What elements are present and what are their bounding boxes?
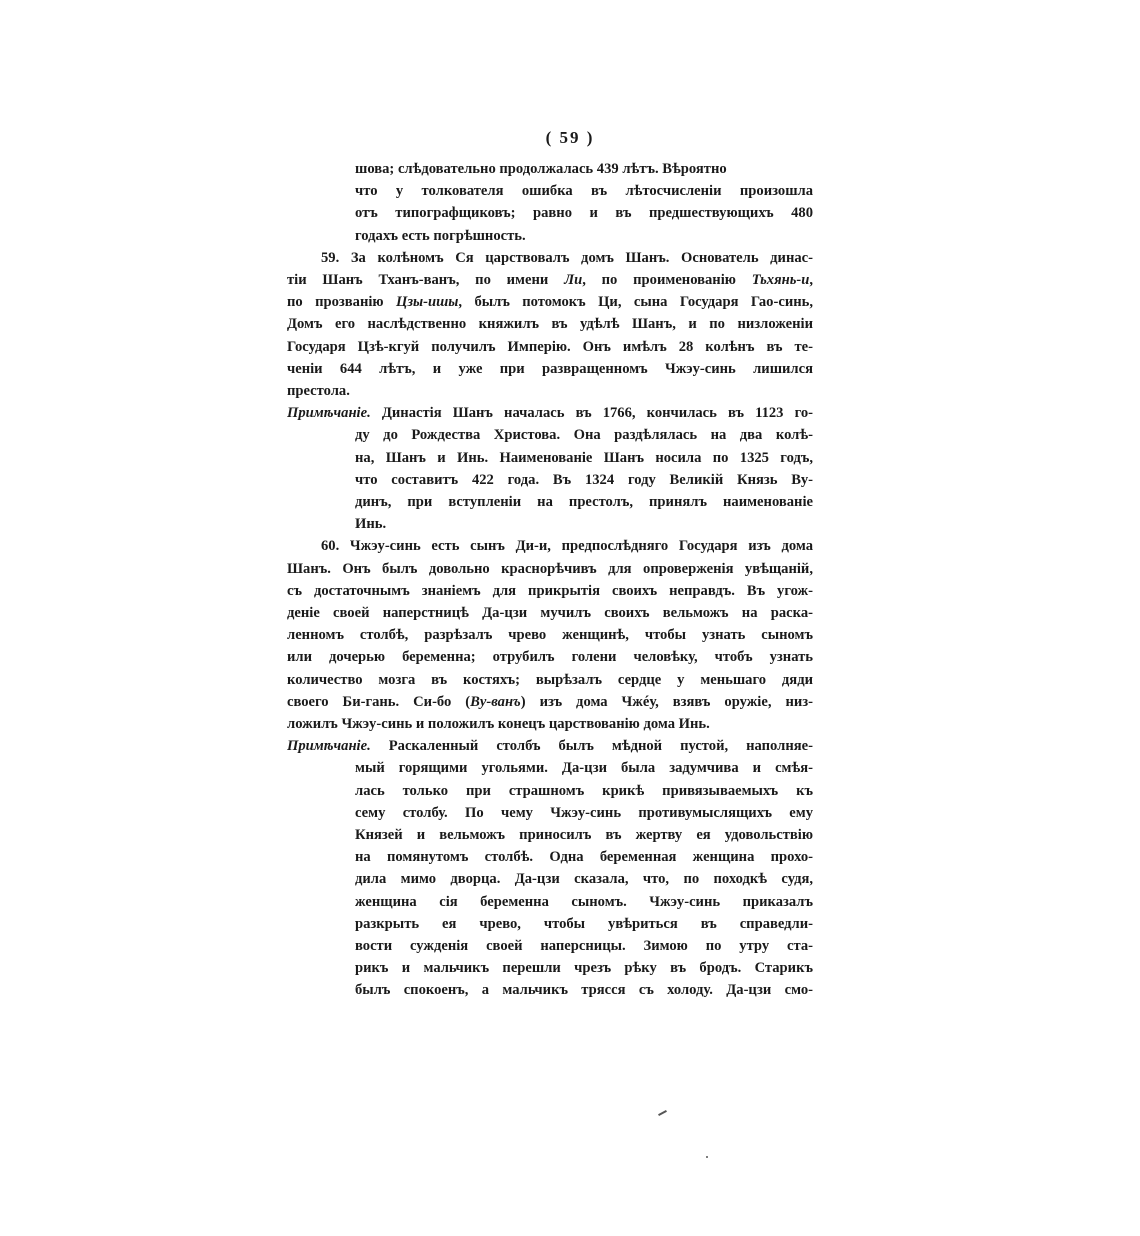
text-line (287, 671, 813, 689)
text-line (321, 249, 813, 267)
ink-dot (706, 1156, 708, 1158)
text-fragment: женщина сія беременна сыномъ. Чжэу-синь приказалъ (355, 893, 813, 910)
ink-mark (658, 1110, 667, 1116)
text-fragment: мый горящими угольями. Да-цзи была задумчива и смѣя- (355, 760, 813, 777)
text-line (287, 737, 813, 755)
text-fragment: Шанъ. Онъ былъ довольно краснорѣчивъ для опроверженія увѣщаній, (287, 560, 813, 577)
text-fragment: ) изъ дома Чжéу, взявъ оружіе, низ- (520, 693, 813, 710)
text-line (287, 338, 813, 356)
text-fragment: , по проименованію (582, 272, 752, 288)
text-fragment: Тьхянь-и (751, 272, 810, 288)
text-fragment: , былъ потомокъ Ци, сына Государя Гао-синь, (458, 294, 813, 311)
text-line (355, 426, 813, 444)
text-fragment: Династія Шанъ началась въ 1766, кончилась въ 1123 го- (370, 405, 813, 422)
text-line (355, 804, 813, 822)
text-line (287, 648, 813, 666)
text-fragment: Раскаленный столбъ былъ мѣдной пустой, наполняе- (370, 738, 813, 755)
text-fragment: вости сужденія своей наперсницы. Зимою по утру ста- (355, 938, 813, 954)
text-line (355, 959, 813, 977)
text-fragment: Ву-ванъ (470, 693, 521, 710)
text-line (287, 404, 813, 422)
text-line (355, 160, 813, 178)
text-fragment: своего Би-гань. Си-бо ( (287, 693, 471, 710)
text-line (287, 360, 813, 378)
text-fragment: , (809, 272, 813, 288)
text-fragment: рикъ и мальчикъ перешли чрезъ рѣку въ бродъ. Старикъ (355, 960, 813, 977)
text-fragment: на помянутомъ столбѣ. Одна беременная женщина прохо- (355, 849, 813, 866)
text-line (287, 715, 813, 733)
text-fragment: шова; слѣдовательно продолжалась 439 лѣтъ. Вѣроятно (355, 161, 727, 177)
text-line (355, 915, 813, 933)
text-fragment: годахъ есть погрѣшность. (355, 227, 526, 244)
text-line (287, 382, 813, 400)
text-fragment: 60. Чжэу-синь есть сынъ Ди-и, предпослѣдняго Государя изъ дома (321, 538, 813, 555)
text-line (355, 449, 813, 467)
text-fragment: съ достаточнымъ знаніемъ для прикрытія своихъ неправдъ. Въ угож- (287, 582, 813, 599)
text-line (287, 626, 813, 644)
text-fragment: ложилъ Чжэу-синь и положилъ конецъ царствованію дома Инь. (287, 716, 710, 732)
text-line (355, 826, 813, 844)
text-line (287, 293, 813, 311)
text-fragment: или дочерью беременна; отрубилъ голени человѣку, чтобъ узнать (287, 649, 813, 666)
text-line (355, 759, 813, 777)
text-line (355, 182, 813, 200)
text-fragment: по прозванію (287, 294, 396, 311)
note-label: Примѣчаніе. (287, 738, 371, 755)
text-fragment: что составитъ 422 года. Въ 1324 году Великій Князь Ву- (355, 471, 813, 488)
text-line (355, 848, 813, 866)
text-line (355, 937, 813, 955)
text-fragment: что у толкователя ошибка въ лѣтосчисленіи произошла (355, 183, 813, 200)
text-fragment: деніе своей наперстницѣ Да-цзи мучилъ своихъ вельможъ на раска- (287, 605, 813, 621)
text-line (287, 582, 813, 600)
text-line (355, 227, 813, 245)
text-fragment: дила мимо дворца. Да-цзи сказала, что, по походкѣ судя, (355, 871, 813, 888)
text-line (287, 693, 813, 711)
text-line (355, 893, 813, 911)
text-fragment: ленномъ столбѣ, разрѣзалъ чрево женщинѣ, чтобы узнать сыномъ (287, 627, 813, 644)
text-line (287, 560, 813, 578)
text-fragment: Домъ его наслѣдственно княжилъ въ удѣлѣ Шанъ, и по низложеніи (287, 316, 813, 333)
text-line (355, 782, 813, 800)
text-line (355, 471, 813, 489)
text-line (355, 981, 813, 999)
text-fragment: тіи Шанъ Тханъ-ванъ, по имени (287, 272, 565, 288)
text-fragment: 59. За колѣномъ Ся царствовалъ домъ Шанъ. Основатель динас- (321, 249, 813, 266)
text-line (355, 204, 813, 222)
text-fragment: Ли (564, 272, 583, 288)
text-fragment: Цзы-ишы (395, 294, 459, 311)
text-line (355, 515, 813, 533)
text-fragment: ченіи 644 лѣтъ, и уже при развращенномъ Чжэу-синь лишился (287, 360, 813, 377)
text-fragment: Князей и вельможъ приносилъ въ жертву ея удовольствію (355, 827, 813, 843)
text-fragment: отъ типографщиковъ; равно и въ предшествующихъ 480 (355, 205, 813, 222)
page-number: ( 59 ) (545, 128, 595, 147)
text-fragment: Государя Цзѣ-кгуй получилъ Имперію. Онъ имѣлъ 28 колѣнъ въ те- (287, 338, 813, 355)
text-line (287, 271, 813, 289)
text-fragment: динъ, при вступленіи на престолъ, принялъ наименованіе (355, 494, 813, 510)
text-fragment: количество мозга въ костяхъ; вырѣзалъ сердце у меньшаго дяди (287, 671, 813, 688)
text-line (287, 604, 813, 622)
text-fragment: былъ спокоенъ, а мальчикъ трясся съ холоду. Да-цзи смо- (355, 982, 813, 999)
text-fragment: на, Шанъ и Инь. Наименованіе Шанъ носила по 1325 годъ, (355, 449, 813, 466)
text-fragment: престола. (287, 383, 350, 399)
text-line (355, 493, 813, 511)
text-line (355, 870, 813, 888)
text-line (321, 537, 813, 555)
text-fragment: разкрыть ея чрево, чтобы увѣриться въ справедли- (355, 915, 813, 932)
text-fragment: ду до Рождества Христова. Она раздѣлялась на два колѣ- (355, 427, 813, 444)
text-fragment: сему столбу. По чему Чжэу-синь противумыслящихъ ему (355, 804, 813, 821)
note-label: Примѣчаніе. (287, 405, 371, 422)
text-fragment: Инь. (355, 516, 387, 533)
text-fragment: лась только при страшномъ крикѣ привязываемыхъ къ (355, 782, 813, 799)
text-line (287, 315, 813, 333)
